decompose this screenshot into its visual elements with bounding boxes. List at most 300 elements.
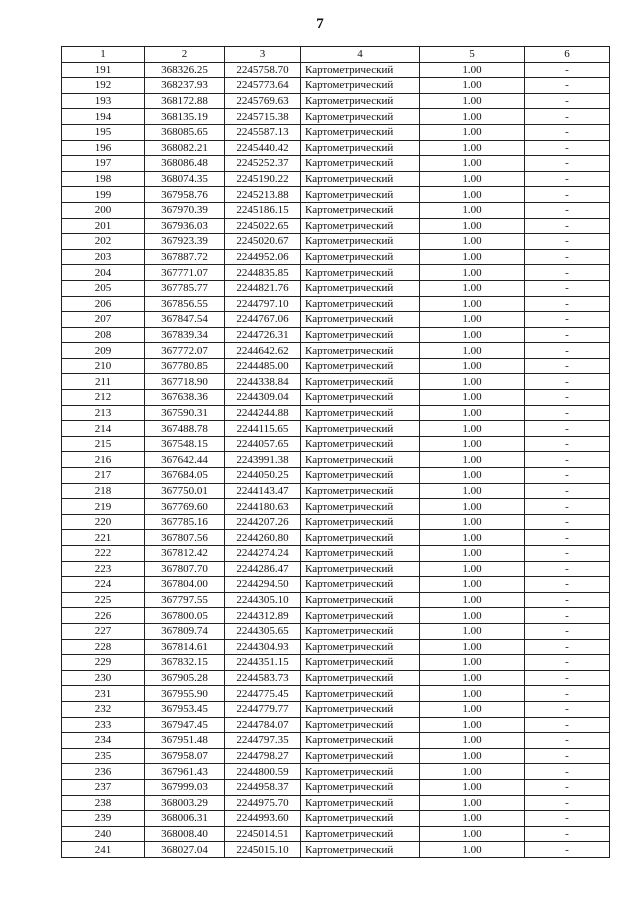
- cell-method: Картометрический: [301, 124, 420, 140]
- table-row: [62, 234, 610, 250]
- cell-coord-y: 2244207.26: [225, 514, 301, 530]
- cell-accuracy: 1.00: [420, 452, 525, 468]
- cell-coord-x: 368326.25: [145, 62, 225, 78]
- cell-point-number: 232: [62, 701, 145, 717]
- cell-coord-x: 367814.61: [145, 639, 225, 655]
- cell-coord-y: 2245186.15: [225, 202, 301, 218]
- cell-note: -: [525, 234, 610, 250]
- cell-method: Картометрический: [301, 62, 420, 78]
- table-row: [62, 358, 610, 374]
- header-col-1: 1: [62, 47, 145, 63]
- cell-note: -: [525, 546, 610, 562]
- cell-note: -: [525, 577, 610, 593]
- cell-coord-x: 367955.90: [145, 686, 225, 702]
- table-row: [62, 468, 610, 484]
- cell-point-number: 215: [62, 436, 145, 452]
- cell-point-number: 235: [62, 748, 145, 764]
- cell-point-number: 240: [62, 826, 145, 842]
- cell-coord-x: 367750.01: [145, 483, 225, 499]
- cell-note: -: [525, 811, 610, 827]
- cell-method: Картометрический: [301, 686, 420, 702]
- cell-point-number: 212: [62, 390, 145, 406]
- table-row: [62, 483, 610, 499]
- cell-method: Картометрический: [301, 499, 420, 515]
- cell-method: Картометрический: [301, 109, 420, 125]
- cell-method: Картометрический: [301, 670, 420, 686]
- cell-accuracy: 1.00: [420, 592, 525, 608]
- cell-accuracy: 1.00: [420, 374, 525, 390]
- cell-note: -: [525, 623, 610, 639]
- table-row: [62, 374, 610, 390]
- cell-coord-y: 2245715.38: [225, 109, 301, 125]
- cell-note: -: [525, 639, 610, 655]
- cell-coord-y: 2245587.13: [225, 124, 301, 140]
- cell-note: -: [525, 78, 610, 94]
- cell-point-number: 218: [62, 483, 145, 499]
- cell-coord-x: 367638.36: [145, 390, 225, 406]
- cell-coord-y: 2244312.89: [225, 608, 301, 624]
- cell-coord-y: 2245773.64: [225, 78, 301, 94]
- header-col-4: 4: [301, 47, 420, 63]
- table-row: [62, 62, 610, 78]
- cell-accuracy: 1.00: [420, 717, 525, 733]
- cell-point-number: 222: [62, 546, 145, 562]
- cell-method: Картометрический: [301, 701, 420, 717]
- cell-method: Картометрический: [301, 623, 420, 639]
- cell-coord-y: 2244767.06: [225, 312, 301, 328]
- cell-method: Картометрический: [301, 733, 420, 749]
- cell-method: Картометрический: [301, 140, 420, 156]
- cell-coord-x: 367797.55: [145, 592, 225, 608]
- table-row: [62, 842, 610, 858]
- cell-note: -: [525, 156, 610, 172]
- cell-coord-x: 368172.88: [145, 93, 225, 109]
- cell-note: -: [525, 343, 610, 359]
- cell-method: Картометрический: [301, 561, 420, 577]
- cell-coord-x: 367488.78: [145, 421, 225, 437]
- cell-coord-x: 367785.16: [145, 514, 225, 530]
- cell-coord-y: 2244338.84: [225, 374, 301, 390]
- cell-point-number: 241: [62, 842, 145, 858]
- cell-coord-x: 367807.70: [145, 561, 225, 577]
- cell-method: Картометрический: [301, 280, 420, 296]
- cell-coord-y: 2244305.65: [225, 623, 301, 639]
- cell-coord-y: 2245252.37: [225, 156, 301, 172]
- table-row: [62, 639, 610, 655]
- cell-coord-x: 367999.03: [145, 779, 225, 795]
- header-col-6: 6: [525, 47, 610, 63]
- cell-coord-x: 367923.39: [145, 234, 225, 250]
- cell-coord-y: 2245769.63: [225, 93, 301, 109]
- cell-accuracy: 1.00: [420, 779, 525, 795]
- cell-method: Картометрический: [301, 592, 420, 608]
- cell-accuracy: 1.00: [420, 530, 525, 546]
- cell-accuracy: 1.00: [420, 764, 525, 780]
- cell-point-number: 239: [62, 811, 145, 827]
- table-row: [62, 717, 610, 733]
- cell-coord-y: 2244798.27: [225, 748, 301, 764]
- cell-note: -: [525, 468, 610, 484]
- cell-note: -: [525, 187, 610, 203]
- table-row: [62, 93, 610, 109]
- cell-note: -: [525, 748, 610, 764]
- cell-accuracy: 1.00: [420, 109, 525, 125]
- table-row: [62, 764, 610, 780]
- cell-note: -: [525, 265, 610, 281]
- cell-accuracy: 1.00: [420, 343, 525, 359]
- table-row: [62, 546, 610, 562]
- header-col-3: 3: [225, 47, 301, 63]
- table-row: [62, 623, 610, 639]
- cell-method: Картометрический: [301, 577, 420, 593]
- table-row: [62, 670, 610, 686]
- cell-accuracy: 1.00: [420, 826, 525, 842]
- cell-accuracy: 1.00: [420, 514, 525, 530]
- cell-coord-y: 2245190.22: [225, 171, 301, 187]
- cell-coord-x: 368135.19: [145, 109, 225, 125]
- cell-method: Картометрический: [301, 249, 420, 265]
- cell-accuracy: 1.00: [420, 140, 525, 156]
- cell-accuracy: 1.00: [420, 156, 525, 172]
- cell-coord-x: 368237.93: [145, 78, 225, 94]
- cell-accuracy: 1.00: [420, 561, 525, 577]
- table-row: [62, 140, 610, 156]
- table-row: [62, 202, 610, 218]
- cell-coord-y: 2244304.93: [225, 639, 301, 655]
- cell-point-number: 209: [62, 343, 145, 359]
- cell-accuracy: 1.00: [420, 187, 525, 203]
- cell-point-number: 202: [62, 234, 145, 250]
- cell-coord-x: 367856.55: [145, 296, 225, 312]
- table-row: [62, 390, 610, 406]
- cell-coord-y: 2245020.67: [225, 234, 301, 250]
- cell-method: Картометрический: [301, 358, 420, 374]
- cell-method: Картометрический: [301, 826, 420, 842]
- cell-coord-y: 2244583.73: [225, 670, 301, 686]
- cell-coord-y: 2244797.10: [225, 296, 301, 312]
- cell-point-number: 198: [62, 171, 145, 187]
- cell-coord-y: 2245440.42: [225, 140, 301, 156]
- cell-coord-y: 2244274.24: [225, 546, 301, 562]
- table-row: [62, 218, 610, 234]
- table-row: [62, 280, 610, 296]
- cell-method: Картометрический: [301, 187, 420, 203]
- cell-coord-x: 367772.07: [145, 343, 225, 359]
- cell-method: Картометрический: [301, 530, 420, 546]
- cell-coord-x: 367839.34: [145, 327, 225, 343]
- table-row: [62, 265, 610, 281]
- cell-point-number: 206: [62, 296, 145, 312]
- cell-note: -: [525, 436, 610, 452]
- cell-coord-x: 367961.43: [145, 764, 225, 780]
- table-row: [62, 249, 610, 265]
- cell-accuracy: 1.00: [420, 608, 525, 624]
- cell-method: Картометрический: [301, 842, 420, 858]
- table-row: [62, 514, 610, 530]
- cell-accuracy: 1.00: [420, 390, 525, 406]
- cell-note: -: [525, 421, 610, 437]
- cell-coord-y: 2244958.37: [225, 779, 301, 795]
- cell-coord-y: 2244779.77: [225, 701, 301, 717]
- cell-accuracy: 1.00: [420, 265, 525, 281]
- table-row: [62, 686, 610, 702]
- cell-accuracy: 1.00: [420, 670, 525, 686]
- cell-accuracy: 1.00: [420, 249, 525, 265]
- cell-point-number: 223: [62, 561, 145, 577]
- cell-point-number: 229: [62, 655, 145, 671]
- table-row: [62, 499, 610, 515]
- cell-coord-y: 2244143.47: [225, 483, 301, 499]
- cell-note: -: [525, 405, 610, 421]
- cell-coord-y: 2245213.88: [225, 187, 301, 203]
- cell-coord-y: 2244784.07: [225, 717, 301, 733]
- cell-coord-y: 2244309.04: [225, 390, 301, 406]
- cell-method: Картометрический: [301, 811, 420, 827]
- cell-accuracy: 1.00: [420, 171, 525, 187]
- header-col-5: 5: [420, 47, 525, 63]
- cell-point-number: 213: [62, 405, 145, 421]
- cell-note: -: [525, 779, 610, 795]
- table-row: [62, 561, 610, 577]
- cell-method: Картометрический: [301, 546, 420, 562]
- cell-coord-y: 2243991.38: [225, 452, 301, 468]
- table-row: [62, 187, 610, 203]
- cell-coord-x: 367947.45: [145, 717, 225, 733]
- cell-point-number: 191: [62, 62, 145, 78]
- cell-accuracy: 1.00: [420, 78, 525, 94]
- cell-method: Картометрический: [301, 514, 420, 530]
- cell-method: Картометрический: [301, 156, 420, 172]
- cell-note: -: [525, 390, 610, 406]
- table-row: [62, 312, 610, 328]
- cell-method: Картометрический: [301, 405, 420, 421]
- cell-method: Картометрический: [301, 234, 420, 250]
- cell-method: Картометрический: [301, 390, 420, 406]
- page-number: 7: [316, 16, 324, 32]
- cell-method: Картометрический: [301, 468, 420, 484]
- cell-note: -: [525, 93, 610, 109]
- cell-point-number: 200: [62, 202, 145, 218]
- cell-note: -: [525, 592, 610, 608]
- cell-point-number: 205: [62, 280, 145, 296]
- cell-coord-x: 367809.74: [145, 623, 225, 639]
- cell-method: Картометрический: [301, 374, 420, 390]
- cell-point-number: 204: [62, 265, 145, 281]
- table-row: [62, 124, 610, 140]
- cell-method: Картометрический: [301, 327, 420, 343]
- table-row: [62, 795, 610, 811]
- table-body: [62, 62, 610, 857]
- cell-coord-y: 2244050.25: [225, 468, 301, 484]
- cell-coord-y: 2244952.06: [225, 249, 301, 265]
- cell-coord-x: 367951.48: [145, 733, 225, 749]
- cell-note: -: [525, 202, 610, 218]
- cell-method: Картометрический: [301, 202, 420, 218]
- cell-coord-y: 2244305.10: [225, 592, 301, 608]
- cell-note: -: [525, 701, 610, 717]
- cell-method: Картометрический: [301, 779, 420, 795]
- cell-coord-y: 2245758.70: [225, 62, 301, 78]
- cell-accuracy: 1.00: [420, 327, 525, 343]
- table-row: [62, 78, 610, 94]
- cell-method: Картометрический: [301, 312, 420, 328]
- cell-coord-x: 367847.54: [145, 312, 225, 328]
- cell-accuracy: 1.00: [420, 733, 525, 749]
- cell-coord-x: 367785.77: [145, 280, 225, 296]
- cell-point-number: 193: [62, 93, 145, 109]
- cell-point-number: 224: [62, 577, 145, 593]
- cell-note: -: [525, 717, 610, 733]
- cell-coord-y: 2245022.65: [225, 218, 301, 234]
- cell-coord-x: 368074.35: [145, 171, 225, 187]
- table-row: [62, 405, 610, 421]
- cell-coord-x: 367804.00: [145, 577, 225, 593]
- cell-point-number: 207: [62, 312, 145, 328]
- cell-note: -: [525, 312, 610, 328]
- cell-accuracy: 1.00: [420, 296, 525, 312]
- cell-coord-y: 2244775.45: [225, 686, 301, 702]
- cell-accuracy: 1.00: [420, 811, 525, 827]
- cell-point-number: 219: [62, 499, 145, 515]
- cell-coord-x: 367590.31: [145, 405, 225, 421]
- cell-note: -: [525, 826, 610, 842]
- cell-accuracy: 1.00: [420, 280, 525, 296]
- cell-point-number: 214: [62, 421, 145, 437]
- cell-note: -: [525, 249, 610, 265]
- cell-accuracy: 1.00: [420, 795, 525, 811]
- cell-point-number: 221: [62, 530, 145, 546]
- table-row: [62, 343, 610, 359]
- cell-method: Картометрический: [301, 655, 420, 671]
- cell-accuracy: 1.00: [420, 623, 525, 639]
- cell-point-number: 192: [62, 78, 145, 94]
- cell-method: Картометрический: [301, 608, 420, 624]
- cell-point-number: 194: [62, 109, 145, 125]
- cell-accuracy: 1.00: [420, 405, 525, 421]
- cell-coord-x: 367958.07: [145, 748, 225, 764]
- cell-coord-x: 368006.31: [145, 811, 225, 827]
- cell-coord-x: 367642.44: [145, 452, 225, 468]
- table-row: [62, 826, 610, 842]
- cell-coord-x: 367718.90: [145, 374, 225, 390]
- cell-coord-x: 367548.15: [145, 436, 225, 452]
- cell-method: Картометрический: [301, 436, 420, 452]
- cell-accuracy: 1.00: [420, 701, 525, 717]
- cell-accuracy: 1.00: [420, 312, 525, 328]
- cell-coord-x: 367769.60: [145, 499, 225, 515]
- cell-note: -: [525, 358, 610, 374]
- cell-method: Картометрический: [301, 717, 420, 733]
- table-row: [62, 592, 610, 608]
- cell-accuracy: 1.00: [420, 499, 525, 515]
- cell-coord-y: 2244797.35: [225, 733, 301, 749]
- cell-note: -: [525, 483, 610, 499]
- cell-method: Картометрический: [301, 795, 420, 811]
- cell-method: Картометрический: [301, 171, 420, 187]
- table-row: [62, 171, 610, 187]
- cell-coord-y: 2244726.31: [225, 327, 301, 343]
- table-row: [62, 109, 610, 125]
- cell-point-number: 211: [62, 374, 145, 390]
- table-row: [62, 748, 610, 764]
- cell-point-number: 217: [62, 468, 145, 484]
- table-row: [62, 530, 610, 546]
- cell-method: Картометрический: [301, 764, 420, 780]
- cell-coord-y: 2245015.10: [225, 842, 301, 858]
- cell-point-number: 197: [62, 156, 145, 172]
- cell-coord-x: 368086.48: [145, 156, 225, 172]
- cell-note: -: [525, 140, 610, 156]
- cell-coord-y: 2244835.85: [225, 265, 301, 281]
- cell-accuracy: 1.00: [420, 546, 525, 562]
- cell-coord-y: 2244993.60: [225, 811, 301, 827]
- cell-note: -: [525, 733, 610, 749]
- cell-accuracy: 1.00: [420, 748, 525, 764]
- cell-note: -: [525, 608, 610, 624]
- cell-point-number: 238: [62, 795, 145, 811]
- cell-method: Картометрический: [301, 639, 420, 655]
- cell-note: -: [525, 795, 610, 811]
- cell-point-number: 203: [62, 249, 145, 265]
- cell-note: -: [525, 561, 610, 577]
- cell-coord-x: 367807.56: [145, 530, 225, 546]
- cell-point-number: 216: [62, 452, 145, 468]
- cell-coord-y: 2244057.65: [225, 436, 301, 452]
- cell-note: -: [525, 296, 610, 312]
- table-row: [62, 733, 610, 749]
- cell-point-number: 225: [62, 592, 145, 608]
- cell-accuracy: 1.00: [420, 421, 525, 437]
- cell-coord-y: 2244800.59: [225, 764, 301, 780]
- cell-coord-x: 367936.03: [145, 218, 225, 234]
- cell-point-number: 199: [62, 187, 145, 203]
- cell-method: Картометрический: [301, 343, 420, 359]
- table-row: [62, 421, 610, 437]
- table-row: [62, 452, 610, 468]
- cell-accuracy: 1.00: [420, 358, 525, 374]
- cell-coord-y: 2244975.70: [225, 795, 301, 811]
- table-row: [62, 655, 610, 671]
- table-row: [62, 436, 610, 452]
- cell-coord-y: 2244351.15: [225, 655, 301, 671]
- cell-note: -: [525, 499, 610, 515]
- cell-point-number: 208: [62, 327, 145, 343]
- cell-method: Картометрический: [301, 452, 420, 468]
- cell-point-number: 233: [62, 717, 145, 733]
- cell-accuracy: 1.00: [420, 93, 525, 109]
- cell-coord-x: 367812.42: [145, 546, 225, 562]
- cell-coord-y: 2244294.50: [225, 577, 301, 593]
- header-col-2: 2: [145, 47, 225, 63]
- cell-accuracy: 1.00: [420, 62, 525, 78]
- cell-coord-x: 367771.07: [145, 265, 225, 281]
- cell-coord-y: 2244244.88: [225, 405, 301, 421]
- cell-coord-y: 2244286.47: [225, 561, 301, 577]
- cell-note: -: [525, 218, 610, 234]
- cell-coord-x: 367905.28: [145, 670, 225, 686]
- cell-point-number: 201: [62, 218, 145, 234]
- table-row: [62, 701, 610, 717]
- cell-point-number: 226: [62, 608, 145, 624]
- table-row: [62, 156, 610, 172]
- cell-accuracy: 1.00: [420, 639, 525, 655]
- cell-coord-x: 368082.21: [145, 140, 225, 156]
- cell-point-number: 195: [62, 124, 145, 140]
- cell-method: Картометрический: [301, 218, 420, 234]
- table-row: [62, 811, 610, 827]
- cell-method: Картометрический: [301, 748, 420, 764]
- cell-point-number: 227: [62, 623, 145, 639]
